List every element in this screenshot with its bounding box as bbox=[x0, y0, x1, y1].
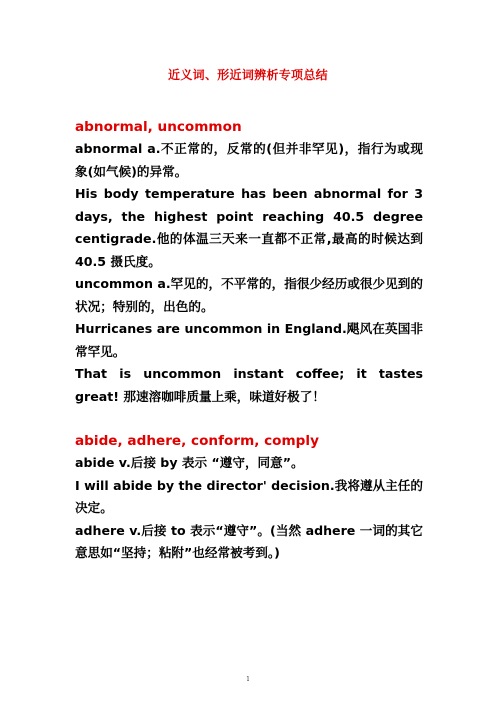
example-uncommon-1: Hurricanes are uncommon in England.飓风在英国非常罕见。 bbox=[75, 321, 423, 359]
document-body bbox=[75, 116, 423, 565]
example-uncommon-2: That is uncommon instant coffee; it tastes great! 那速溶咖啡质量上乘，味道好极了！ bbox=[75, 366, 423, 404]
section-abnormal-uncommon bbox=[75, 116, 423, 408]
section-spacer bbox=[75, 408, 423, 430]
definition-uncommon: uncommon a.罕见的，不平常的，指很少经历或很少见到的状况；特别的，出色的。 bbox=[75, 276, 423, 314]
definition-abnormal: abnormal a.不正常的，反常的(但并非罕见)，指行为或现象(如气候)的异常。 bbox=[75, 141, 423, 179]
document-title: 近义词、形近词辨析专项总结 bbox=[168, 68, 328, 82]
section-abide-adhere bbox=[75, 430, 423, 565]
definition-adhere: adhere v.后接 to 表示“遵守”。(当然 adhere 一词的其它意思如“坚持；粘附”也经常被考到。) bbox=[75, 522, 423, 560]
page-number: 1 bbox=[246, 676, 250, 683]
section-heading: abide, adhere, conform, comply bbox=[75, 433, 319, 449]
definition-abide: abide v.后接 by 表示 “遵守，同意”。 bbox=[75, 455, 304, 470]
example-abide: I will abide by the director' decision.我将遵从主任的决定。 bbox=[75, 477, 423, 515]
example-abnormal: His body temperature has been abnormal for 3 days, the highest point reaching 40.5 degree centigrade.他的体温三天来一直都不正常,最高的时候达到 40.5 摄氏度。 bbox=[75, 186, 423, 269]
section-heading: abnormal, uncommon bbox=[75, 119, 242, 135]
